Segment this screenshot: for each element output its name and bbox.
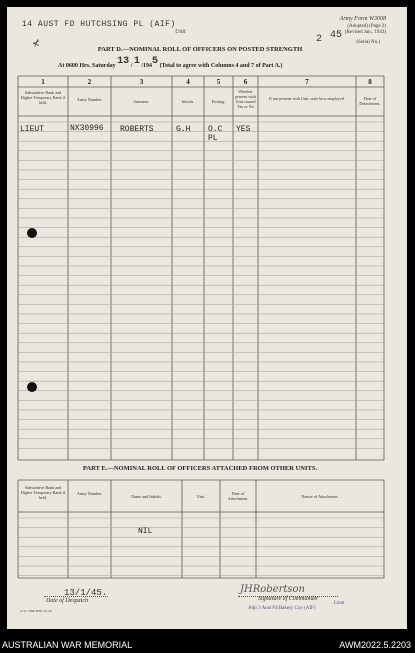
unit-name: 14 AUST FD HUTCHSING PL (AIF) xyxy=(22,20,176,29)
col-header-rank: Substantive Rank and Higher Temporary Rank if held. xyxy=(20,90,66,105)
row-surname: ROBERTS xyxy=(120,125,154,134)
year-prefix: 194 xyxy=(143,63,153,69)
form-adopted: (Adopted) (Page 2) xyxy=(347,24,386,29)
col-num-8: 8 xyxy=(368,78,372,86)
date-day: 13 xyxy=(117,56,130,67)
col-header-initials: Initials. xyxy=(181,99,195,104)
serial-label: (Serial No.) xyxy=(356,40,380,45)
print-code: A.W. 2096 BBS 10-43 xyxy=(20,609,52,613)
e-col-header-date: Date of Attachment. xyxy=(227,491,249,501)
part-e-title: PART E.—NOMINAL ROLL OF OFFICERS ATTACHED FROM OTHER UNITS. xyxy=(82,465,318,472)
despatch-rule xyxy=(44,596,108,597)
form-revised: (Revised Jan., 1943) xyxy=(344,30,386,35)
date-suffix: (Total to agree with Columns 4 and 7 of Part A.) xyxy=(159,63,283,69)
col-num-1: 1 xyxy=(41,78,45,86)
col-header-employed: If not present with Unit, state how employed. xyxy=(269,96,345,101)
row-posting: O.C xyxy=(208,125,223,134)
e-col-header-name: Name and Initials. xyxy=(131,494,162,499)
col-header-posting: Posting. xyxy=(211,99,226,104)
e-nil-entry: NIL xyxy=(138,527,153,536)
footer-accession: AWM2022.5.2203 xyxy=(339,640,411,650)
despatch-date: 13/1/45. xyxy=(64,588,108,598)
serial-value-2: 45 xyxy=(330,30,343,41)
unit-stamp: Adjt 3 Aust Fd Bakery Coy (AIF) xyxy=(248,606,316,611)
e-col-header-nature: Nature of Attachment. xyxy=(301,494,339,499)
punch-hole-upper xyxy=(27,228,37,238)
col-header-army-number: Army Number. xyxy=(76,97,103,102)
col-num-5: 5 xyxy=(216,78,221,86)
e-col-header-rank: Substantive Rank and Higher Temporary Rank if held. xyxy=(20,485,66,500)
stamp-rank: Lieut xyxy=(334,601,345,606)
row-initials: G.H xyxy=(176,125,191,134)
pen-mark: ⊀ xyxy=(32,38,40,48)
col-header-date: Date of Detachment. xyxy=(359,96,381,106)
row-army-number: NX30996 xyxy=(70,124,104,133)
serial-value: 2 xyxy=(316,34,323,45)
date-prefix: At 0600 Hrs. Saturday xyxy=(58,63,116,69)
part-d-date-line: At 0600 Hrs. Saturday 13 / 1 /1945 (Total to agree with Columns 4 and 7 of Part A.) xyxy=(58,56,283,69)
despatch-label: Date of Despatch xyxy=(46,598,88,604)
e-col-header-unit: Unit. xyxy=(196,494,206,499)
col-num-7: 7 xyxy=(305,78,309,86)
col-num-2: 2 xyxy=(87,78,92,86)
row-posting-2: PL xyxy=(208,134,218,143)
e-col-header-army-number: Army Number. xyxy=(76,491,103,496)
footer-institution: AUSTRALIAN WAR MEMORIAL xyxy=(2,640,133,650)
col-num-4: 4 xyxy=(186,78,190,86)
col-num-6: 6 xyxy=(243,78,248,86)
date-month: 1 xyxy=(133,56,140,67)
col-header-surname: Surname. xyxy=(133,99,150,104)
signature-label: Signature of Commander xyxy=(258,596,319,602)
form-id: Army Form W3008 xyxy=(339,16,386,22)
punch-hole-lower xyxy=(27,382,37,392)
row-rank: LIEUT xyxy=(20,125,45,134)
col-header-present: Whether present with Unit caused Yes or No xyxy=(235,89,256,109)
col-num-3: 3 xyxy=(139,78,144,86)
commander-signature: JHRobertson xyxy=(240,584,305,595)
part-d-title: PART D.—NOMINAL ROLL OF OFFICERS ON POSTED STRENGTH xyxy=(97,46,303,53)
date-year: 5 xyxy=(152,56,159,67)
row-present: YES xyxy=(236,125,251,134)
unit-label: Unit xyxy=(175,29,186,35)
